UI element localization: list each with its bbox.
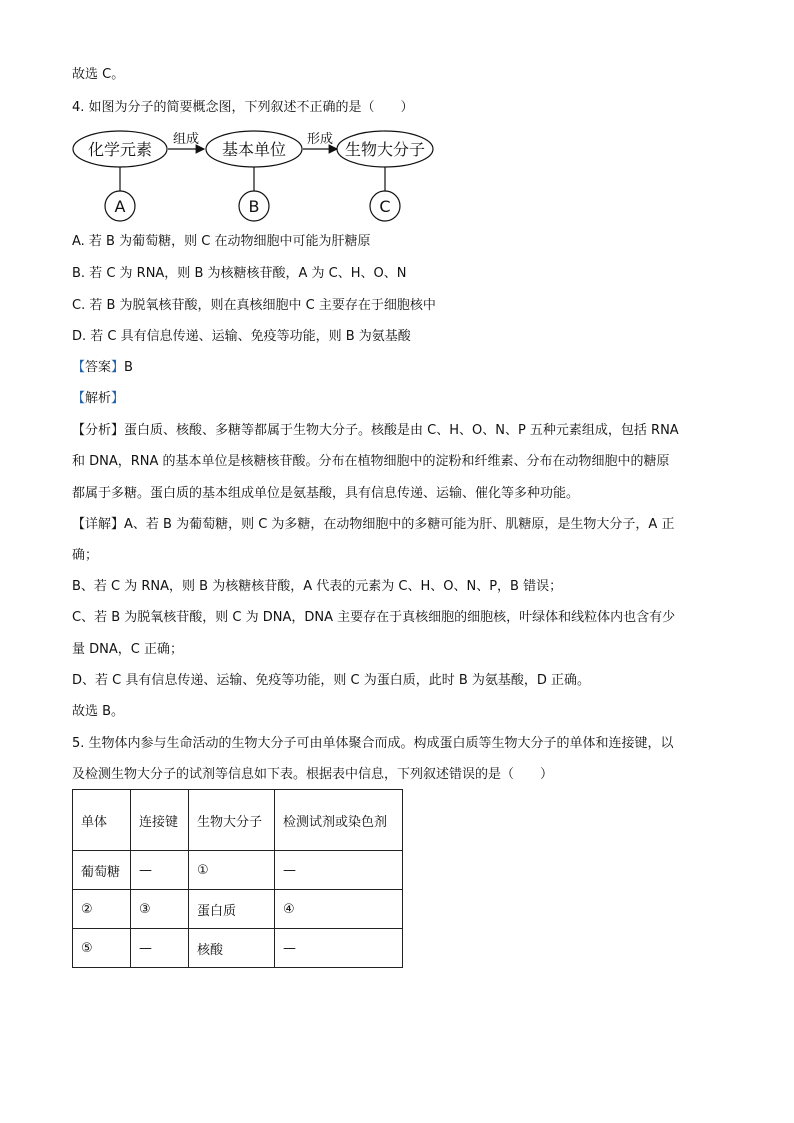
table-cell: ① [189, 851, 275, 890]
table-header-cell: 检测试剂或染色剂 [275, 790, 403, 851]
table-cell: — [275, 929, 403, 968]
table-header-row [73, 790, 403, 851]
intro-line: 故选 C。 [72, 67, 125, 82]
table-cell: ③ [131, 890, 189, 929]
analysis-line-1: 【分析】蛋白质、核酸、多糖等都属于生物大分子。核酸是由 C、H、O、N、P 五种元素组成，包括 RNA [72, 423, 679, 438]
arrow-form-label: 形成 [306, 132, 334, 147]
table-header-cell: 生物大分子 [189, 790, 275, 851]
table-header-cell: 单体 [73, 790, 131, 851]
analysis-tag: 解析 [85, 391, 112, 406]
table-row [73, 929, 403, 968]
answer-bracket-open: 【 [72, 360, 86, 375]
detail-line-5: 量 DNA，C 正确； [72, 642, 183, 657]
detail-line-3: B、若 C 为 RNA，则 B 为核糖核苷酸，A 代表的元素为 C、H、O、N、P，B 错误； [72, 579, 563, 594]
table-cell: 葡萄糖 [73, 851, 131, 890]
circle-b-label: B [248, 197, 260, 216]
table-cell: 核酸 [189, 929, 275, 968]
node-basic-unit-label: 基本单位 [221, 140, 287, 159]
table-header-cell: 连接键 [131, 790, 189, 851]
analysis-bracket-open: 【 [72, 391, 86, 406]
circle-a-label: A [114, 197, 126, 216]
option-c: C. 若 B 为脱氧核苷酸，则在真核细胞中 C 主要存在于细胞核中 [72, 298, 436, 313]
arrow-compose-label: 组成 [172, 132, 200, 147]
answer-tag: 答案 [85, 360, 112, 375]
answer-line [72, 359, 133, 377]
detail-line-1: 【详解】A、若 B 为葡萄糖，则 C 为多糖，在动物细胞中的多糖可能为肝、肌糖原，是生物大分子，A 正 [72, 517, 675, 532]
table-cell: 蛋白质 [189, 890, 275, 929]
answer-bracket-close: 】 [111, 360, 125, 375]
table-cell: — [275, 851, 403, 890]
analysis-line-2: 和 DNA，RNA 的基本单位是核糖核苷酸。分布在植物细胞中的淀粉和纤维素、分布在动物细胞中的糖原 [72, 454, 670, 469]
concept-diagram [70, 124, 440, 224]
table-row [73, 890, 403, 929]
table-cell: — [131, 851, 189, 890]
option-d: D. 若 C 具有信息传递、运输、免疫等功能，则 B 为氨基酸 [72, 329, 411, 344]
table-cell: ⑤ [73, 929, 131, 968]
analysis-heading [72, 390, 124, 408]
option-a: A. 若 B 为葡萄糖，则 C 在动物细胞中可能为肝糖原 [72, 234, 371, 249]
question-5-stem-1: 5. 生物体内参与生命活动的生物大分子可由单体聚合而成。构成蛋白质等生物大分子的单体和连接键，以 [72, 736, 674, 751]
node-chemical-elements-label: 化学元素 [87, 140, 153, 159]
table-cell: ② [73, 890, 131, 929]
question-4-stem: 4. 如图为分子的简要概念图，下列叙述不正确的是（ ） [72, 100, 414, 115]
circle-c-label: C [379, 197, 391, 216]
analysis-bracket-close: 】 [111, 391, 125, 406]
answer-value: B [124, 360, 133, 375]
option-b: B. 若 C 为 RNA，则 B 为核糖核苷酸，A 为 C、H、O、N [72, 266, 407, 281]
node-macromolecule-label: 生物大分子 [344, 140, 426, 159]
table-cell: — [131, 929, 189, 968]
detail-line-4: C、若 B 为脱氧核苷酸，则 C 为 DNA，DNA 主要存在于真核细胞的细胞核，叶绿体和线粒体内也含有少 [72, 610, 676, 625]
analysis-line-3: 都属于多糖。蛋白质的基本组成单位是氨基酸，具有信息传递、运输、催化等多种功能。 [72, 486, 580, 501]
conclusion-line: 故选 B。 [72, 704, 125, 719]
detail-line-2: 确； [72, 548, 99, 563]
question-5-stem-2: 及检测生物大分子的试剂等信息如下表。根据表中信息，下列叙述错误的是（ ） [72, 767, 554, 782]
monomer-table [72, 789, 403, 968]
table-row [73, 851, 403, 890]
table-cell: ④ [275, 890, 403, 929]
detail-line-6: D、若 C 具有信息传递、运输、免疫等功能，则 C 为蛋白质，此时 B 为氨基酸，D 正确。 [72, 673, 591, 688]
